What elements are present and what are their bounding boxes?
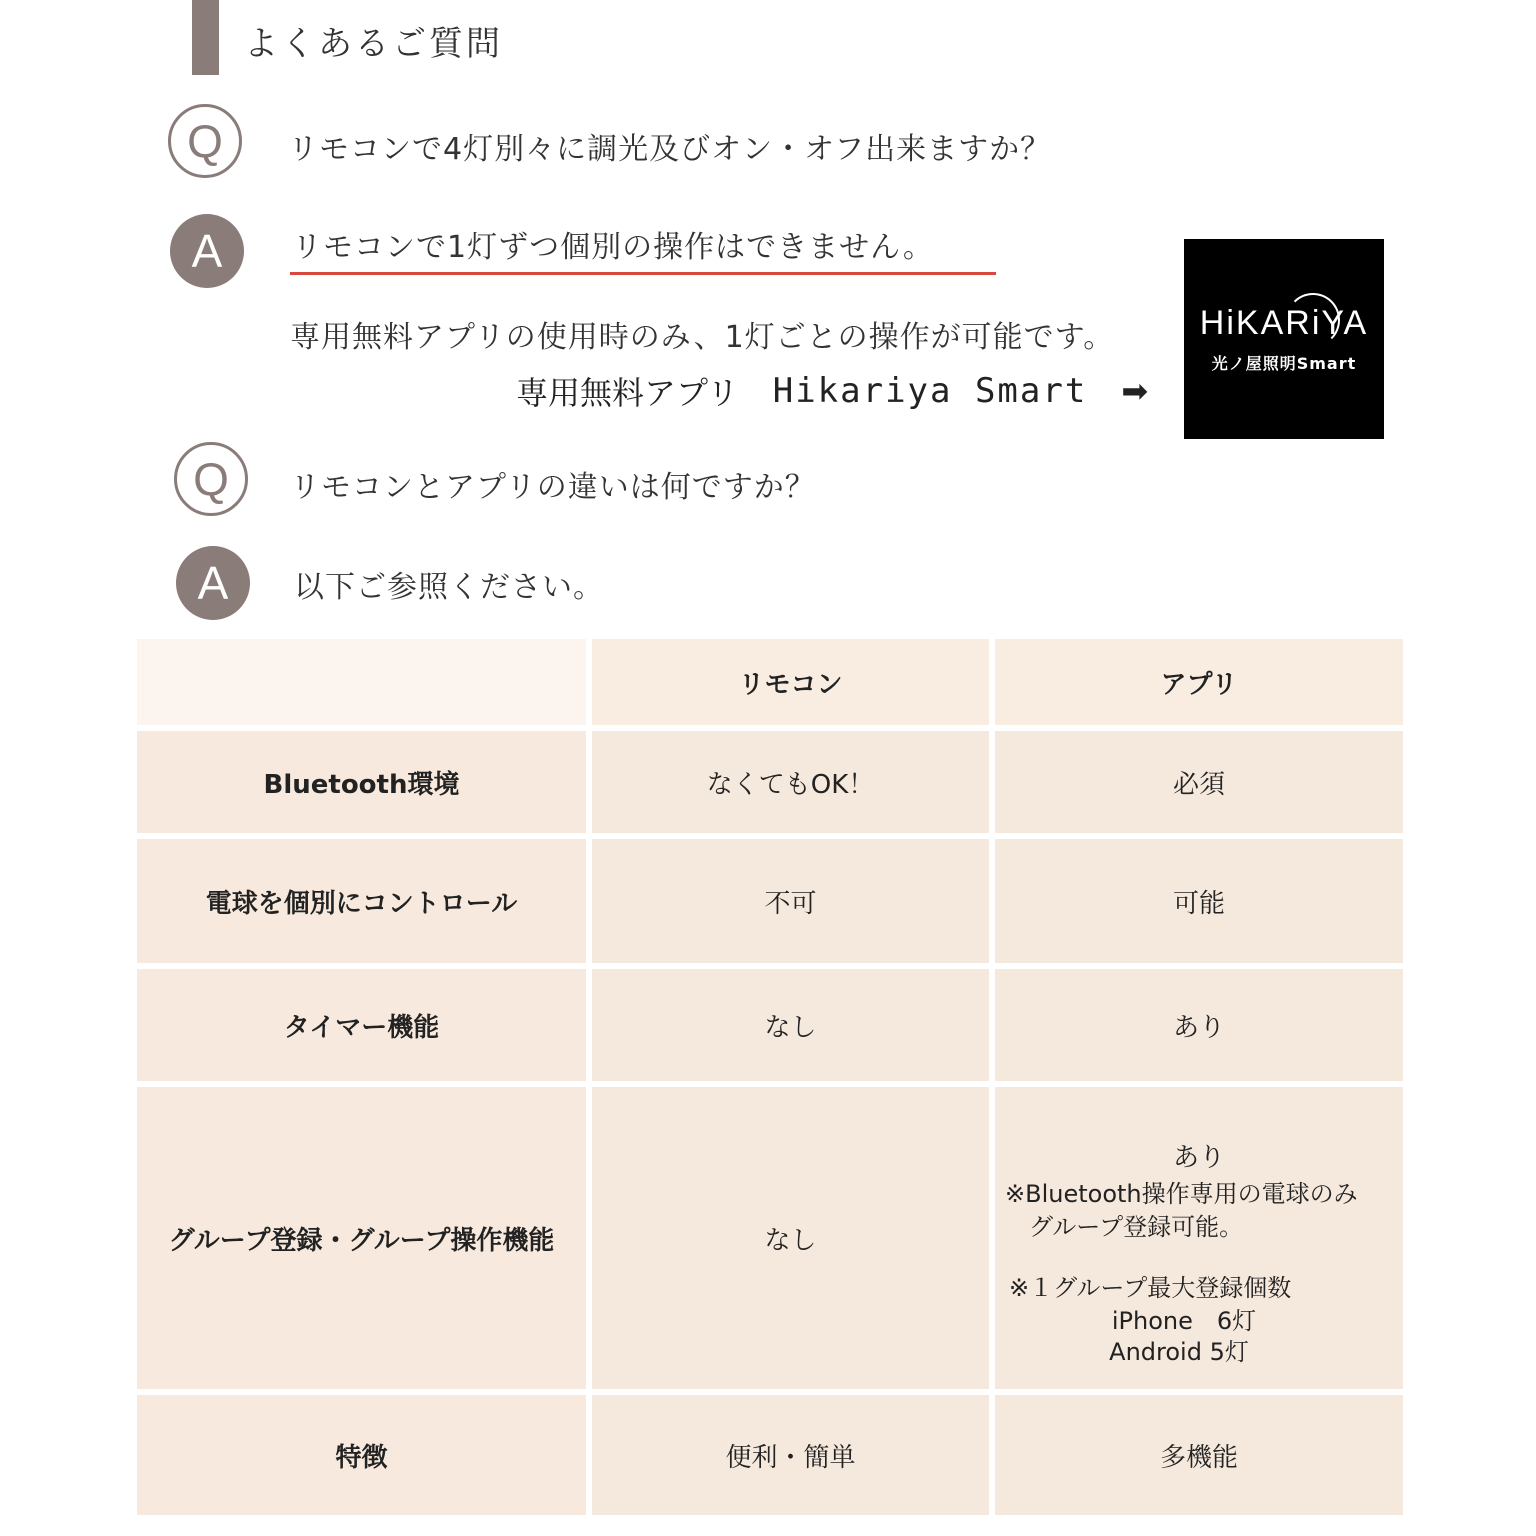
group-note-3: ※１グループ最大登録個数 xyxy=(1009,1274,1292,1302)
answer-underline xyxy=(290,272,996,275)
cell-individual-control-app: 可能 xyxy=(995,839,1403,963)
cell-bluetooth-app: 必須 xyxy=(995,731,1403,833)
cell-features-remote: 便利・簡単 xyxy=(592,1395,989,1515)
cell-group-remote: なし xyxy=(592,1087,989,1389)
header-accent-bar xyxy=(192,0,219,75)
group-note-1: ※Bluetooth操作専用の電球のみ xyxy=(1005,1180,1358,1208)
table-corner-cell xyxy=(137,639,586,725)
app-link-line[interactable] xyxy=(516,368,1148,414)
row-label-group: グループ登録・グループ操作機能 xyxy=(137,1087,586,1389)
cell-group-app-value: あり xyxy=(1172,1143,1225,1173)
app-name: Hikariya Smart xyxy=(772,371,1088,411)
cell-bluetooth-remote: なくてもOK！ xyxy=(592,731,989,833)
cell-features-app: 多機能 xyxy=(995,1395,1403,1515)
group-note-android: Android 5灯 xyxy=(1109,1338,1249,1366)
cell-individual-control-remote: 不可 xyxy=(592,839,989,963)
question-text-2: リモコンとアプリの違いは何ですか？ xyxy=(290,470,816,505)
answer-text-1: リモコンで1灯ずつ個別の操作はできません。 xyxy=(292,230,934,265)
cell-timer-app: あり xyxy=(995,969,1403,1081)
row-label-individual-control: 電球を個別にコントロール xyxy=(137,839,586,963)
answer-detail-1: 専用無料アプリの使用時のみ、1灯ごとの操作が可能です。 xyxy=(290,320,1115,355)
cell-timer-remote: なし xyxy=(592,969,989,1081)
arrow-right-icon: ➡ xyxy=(1121,372,1149,410)
app-label: 専用無料アプリ xyxy=(516,374,739,412)
answer-text-2: 以下ご参照ください。 xyxy=(294,570,604,605)
column-header-app: アプリ xyxy=(995,639,1403,725)
column-header-remote: リモコン xyxy=(592,639,989,725)
logo-subtitle: 光ノ屋照明Smart xyxy=(1211,354,1357,373)
row-label-bluetooth: Bluetooth環境 xyxy=(137,731,586,833)
page-title: よくあるご質問 xyxy=(244,24,503,64)
answer-badge-1: A xyxy=(170,214,244,288)
logo-ring-icon xyxy=(1286,293,1340,347)
question-badge-2: Q xyxy=(174,442,248,516)
group-note-2: グループ登録可能。 xyxy=(1029,1213,1244,1241)
question-text-1: リモコンで4灯別々に調光及びオン・オフ出来ますか？ xyxy=(288,132,1052,167)
hikariya-smart-logo xyxy=(1184,239,1384,439)
question-badge-1: Q xyxy=(168,104,242,178)
answer-badge-2: A xyxy=(176,546,250,620)
row-label-timer: タイマー機能 xyxy=(137,969,586,1081)
row-label-features: 特徴 xyxy=(137,1395,586,1515)
logo-wordmark: HiKARiYA xyxy=(1199,304,1369,342)
cell-group-app xyxy=(995,1087,1403,1389)
group-note-iphone: iPhone 6灯 xyxy=(1111,1307,1257,1335)
